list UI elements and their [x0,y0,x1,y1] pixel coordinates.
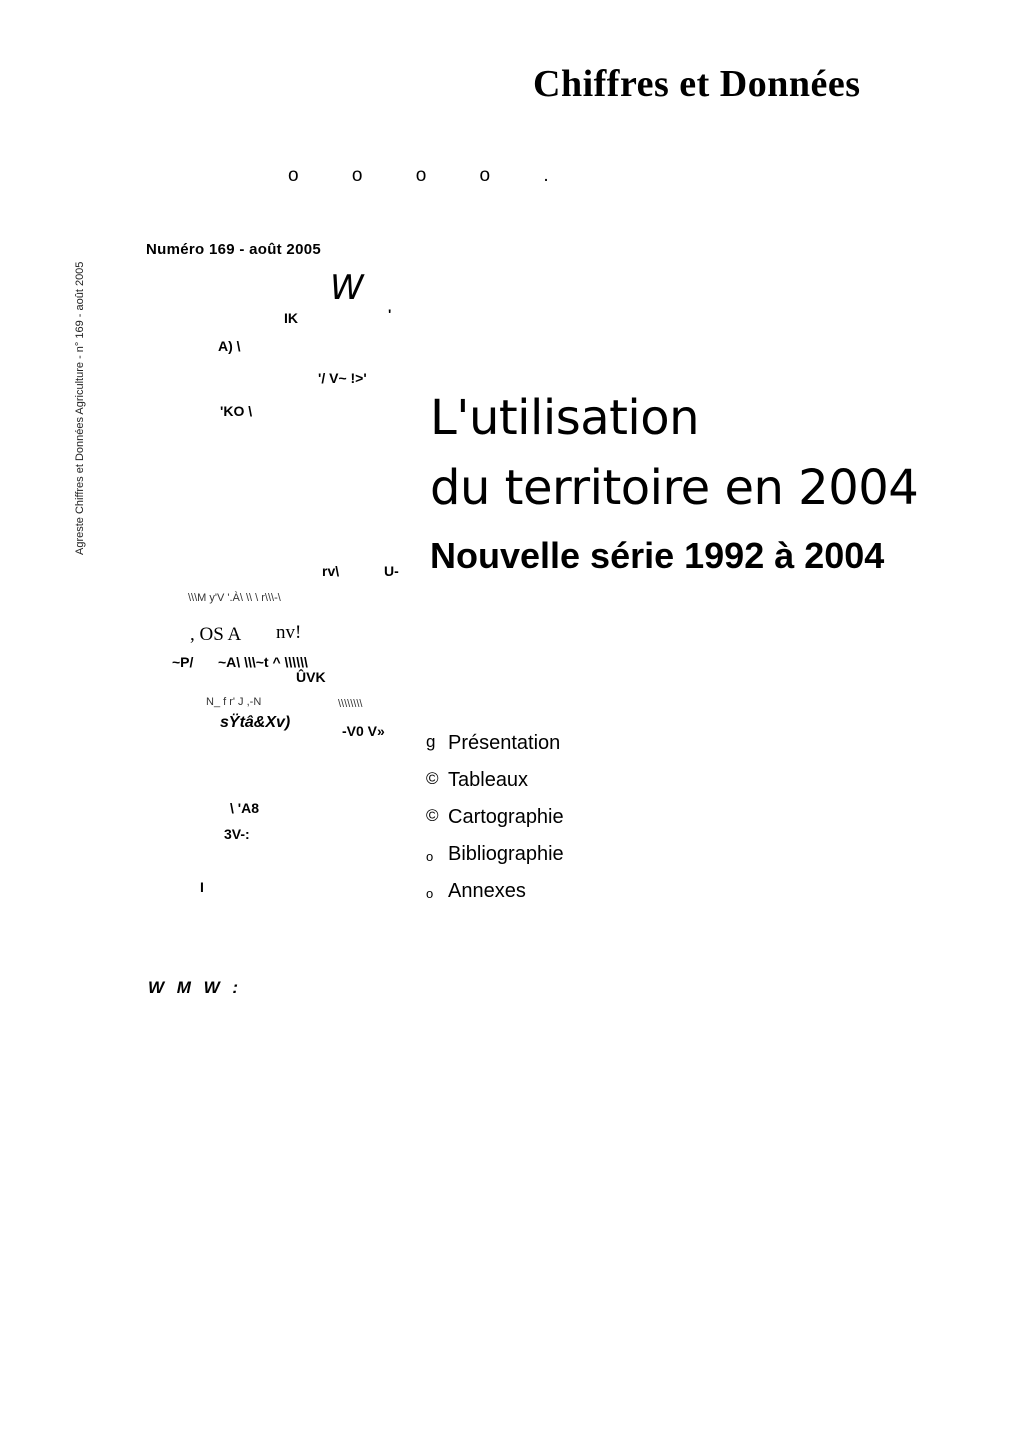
decorative-dots: o o o o . [288,165,573,186]
toc-item-label: Annexes [448,880,526,902]
artifact-fragment: 3V-: [224,826,250,842]
toc-item-label: Tableaux [448,769,529,791]
artifact-fragment: -V0 V» [342,723,385,739]
artifact-fragment: A) \ [218,338,241,354]
bullet-icon: o [426,886,434,901]
artifact-fragment: ÛVK [296,669,326,685]
document-subtitle: Nouvelle série 1992 à 2004 [430,535,885,576]
bullet-icon: © [426,806,439,825]
toc-item-annexes[interactable] [426,880,564,917]
table-of-contents [426,732,564,917]
artifact-fragment: rv\ [322,563,340,579]
document-title-line-2: du territoire en 2004 [430,460,919,516]
website-fragment: W M W : [148,978,243,997]
artifact-fragment: '/ V~ !>' [318,370,367,386]
bullet-icon: g [426,732,436,751]
publication-brand: Chiffres et Données [533,63,861,105]
artifact-fragment: IK [284,310,298,326]
artifact-fragment: ~A\ \\\~t ^ \\\\\\ [218,654,308,670]
artifact-fragment: \ 'A8 [230,800,260,816]
artifact-fragment: \\\M y'V '.À\ \\ \ r\\\-\ [188,592,281,604]
bullet-icon: © [426,769,439,788]
toc-item-tableaux[interactable] [426,769,564,806]
artifact-fragment: U- [384,563,399,579]
toc-item-presentation[interactable] [426,732,564,769]
artifact-fragment: ' [388,306,392,322]
artifact-fragment: \\\\\\\\ [338,698,363,710]
artifact-fragment: , OS A [190,624,242,645]
toc-item-label: Cartographie [448,806,564,828]
bullet-icon: o [426,849,434,864]
artifact-fragment: sŸtâ&Xv) [220,714,291,731]
artifact-fragment: nv! [276,622,302,643]
issue-number: Numéro 169 - août 2005 [146,241,321,258]
artifact-fragment: I [200,879,204,895]
artifact-fragment: N_ f r' J ,-N [206,696,262,708]
artifact-fragment: W [330,268,364,308]
document-title-line-1: L'utilisation [430,390,700,446]
toc-item-label: Bibliographie [448,843,564,865]
toc-item-bibliographie[interactable] [426,843,564,880]
toc-item-label: Présentation [448,732,561,754]
spine-text: Agreste Chiffres et Données Agriculture - n° 169 - août 2005 [74,261,86,555]
artifact-fragment: 'KO \ [220,403,253,419]
artifact-fragment: ~P/ [172,654,194,670]
toc-item-cartographie[interactable] [426,806,564,843]
